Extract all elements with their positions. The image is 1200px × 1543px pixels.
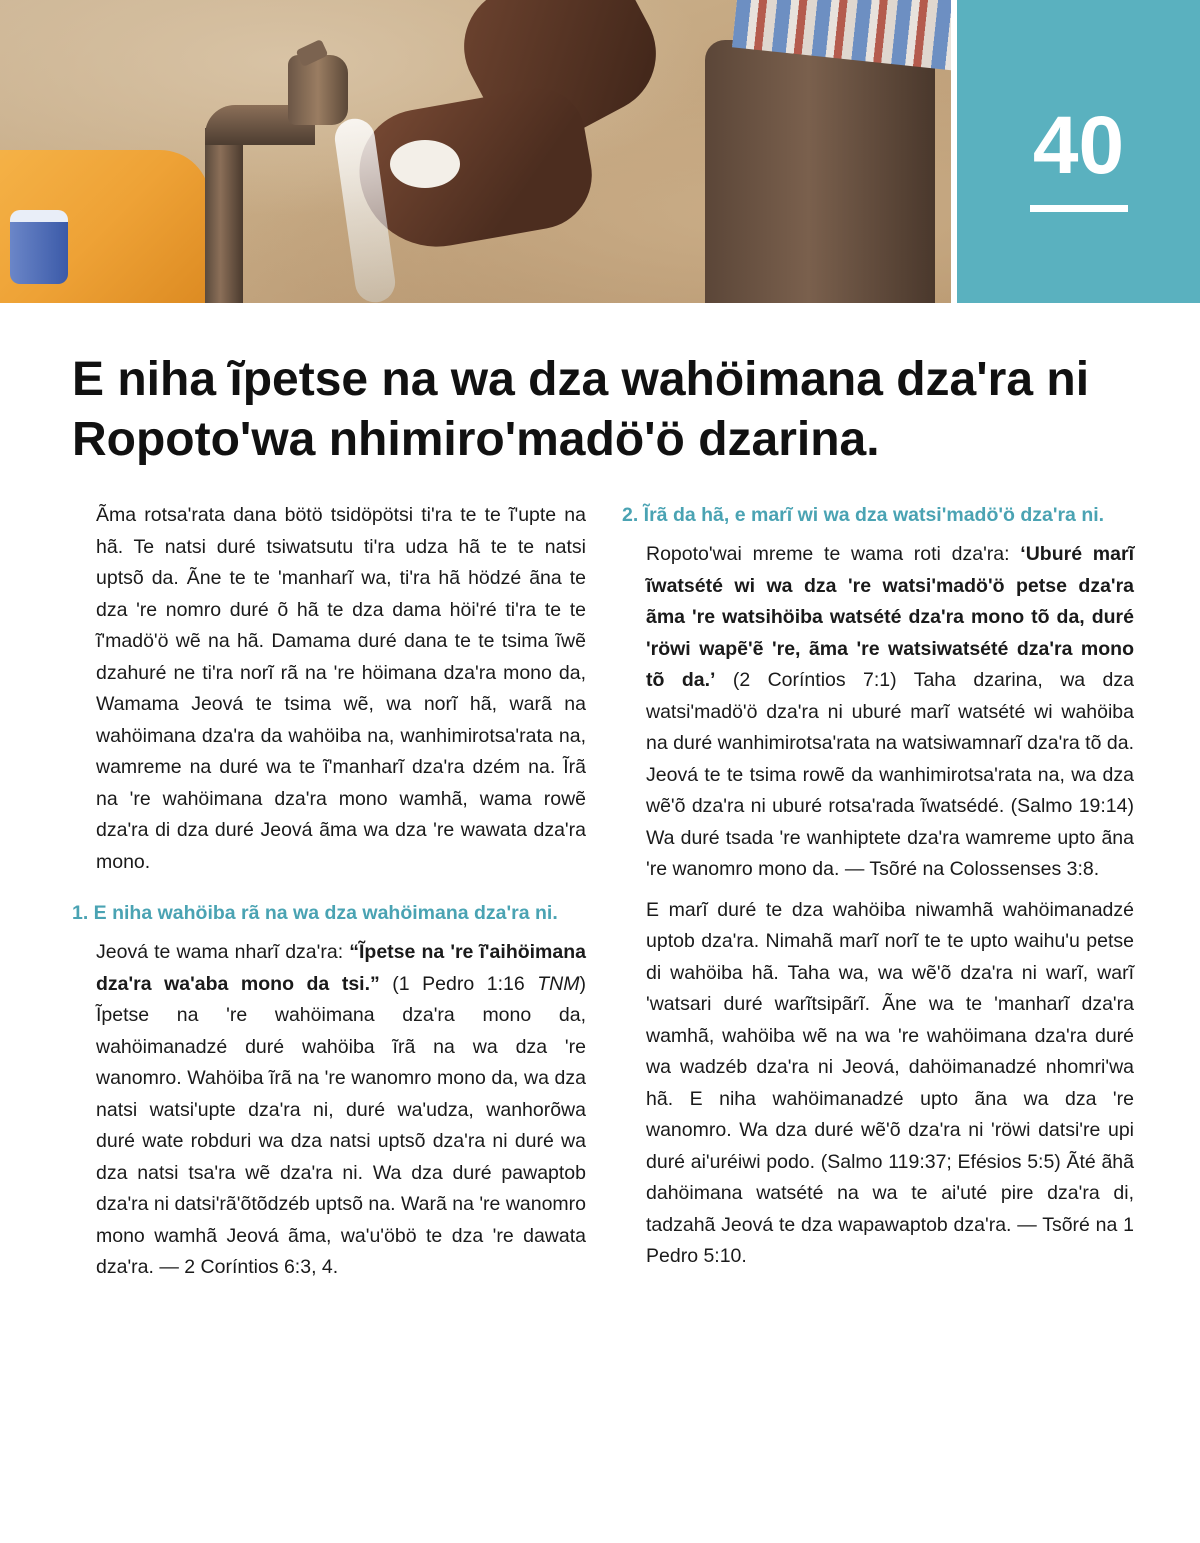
right-column — [622, 500, 1134, 1282]
lesson-number: 40 — [1032, 100, 1125, 191]
lesson-number-underline — [1030, 205, 1128, 212]
section-1-paragraph — [96, 937, 586, 1284]
header-photo-hand-washing — [0, 0, 951, 303]
section-1-text-body: ) Ĩpetse na 're wahöimana dza'ra mono da, wahöimanadzé duré wahöiba ĩrã na wa dza 're wanomro. Wahöiba ĩrã na 're wanomro mono da, wa dza natsi watsi'upte dza'ra ni, duré wa'udza, wanhorõwa duré wate robduri wa dza natsi uptsõ dza'ra ni duré wa dza natsi tsa'ra wẽ dza'ra ni. Wa dza duré pawaptob dza'ra ni datsi'rã'õtõdzéb uptsõ na. Warã na 're wanomro mono wamhã Jeová ãma, wa'u'öbö te dza 're dawata dza'ra. — 2 Coríntios 6:3, 4. — [96, 972, 587, 1278]
left-column — [72, 500, 587, 1293]
soap-bar-shape — [390, 140, 460, 188]
section-1-reference: (1 Pedro 1:16 — [379, 972, 538, 995]
water-pipe-shape — [205, 128, 243, 303]
section-1-quote: “Ĩpetse na 're ĩ'aihöimana dza'ra wa'aba mono da tsi.” — [96, 941, 586, 995]
section-2-paragraph-1 — [646, 539, 1134, 886]
section-1-translation-abbrev: TNM — [537, 972, 580, 995]
section-1-heading: 1. E niha wahöiba rã na wa dza wahöimana dza'ra ni. — [72, 902, 558, 924]
water-tap-icon — [288, 55, 348, 125]
section-2-text-body: (2 Coríntios 7:1) Taha dzarina, wa dza watsi'madö'ö dza'ra ni uburé marĩ watsété wi wahöiba na duré wanhimirotsa'rata na watsiwamnarĩ dza'ra tõ da. Jeová te te tsima rowẽ da wanhimirotsa'rata na, wa dza wẽ'õ dza'ra ni uburé rotsa'rada ĩwatsédé. (Salmo 19:14) Wa duré tsada 're wanhiptete dza'ra wamreme upto ãna 're wanomro mono da. — Tsõré na Colossenses 3:8. — [646, 669, 1134, 880]
section-1-text-lead: Jeová te wama nharĩ dza'ra: — [96, 941, 350, 963]
section-2-paragraph-2: E marĩ duré te dza wahöiba niwamhã wahöimanadzé uptob dza'ra. Nimahã marĩ norĩ te te upto waihu'u petse di wahöiba hã. Taha wa, wa wẽ'õ dza'ra ni warĩ, warĩ 'watsari duré warĩtsipãrĩ. Ãne wa te 'manharĩ dza'ra wamhã, wahöiba wẽ na wa 're wahöimana dza'ra duré wa wadzéb dza'ra ni Jeová, dahöimanadzé nhomri'wa hã. E niha wahöimanadzé upto ãna wa dza 're wanomro. Wa dza duré wẽ'õ dza'ra ni 'röwi datsi're upi duré ai'uréiwi podo. (Salmo 119:37; Efésios 5:5) Ãté ãhã dahöimana watsété na wa te ai'uté pire dza'ra di, tadzahã Jeová te dza wapawaptob dza'ra. — Tsõré na 1 Pedro 5:10. — [646, 898, 1134, 1267]
jerrycan-cap-shape — [10, 210, 68, 284]
section-2-text-lead: Ropoto'wai mreme te wama roti dza'ra: — [646, 543, 1021, 565]
page-title: E niha ĩpetse na wa dza wahöimana dza'ra ni Ropoto'wa nhimiro'madö'ö dzarina. — [72, 353, 1090, 466]
section-2-heading: 2. Ĩrã da hã, e marĩ wi wa dza watsi'madö'ö dza'ra ni. — [622, 504, 1105, 526]
lesson-number-box — [957, 0, 1200, 303]
intro-paragraph: Ãma rotsa'rata dana bötö tsidöpötsi ti'ra te te ĩ'upte na hã. Te natsi duré tsiwatsutu ti'ra udza hã te te natsi uptsõ da. Ãne te te 'manharĩ wa, ti'ra hã hödzé ãna te dza 're nomro duré õ hã te dza dama höi'ré ti'ra te te ĩ'madö'ö wẽ na hã. Damama duré dana te te tsima ĩwẽ dzahuré ne ti'ra norĩ rã na 're höimana dza'ra mono da, Wamama Jeová te tsima wẽ, wa norĩ hã, warã na wahöimana dza'ra da wahöiba na, wanhimirotsa'rata na, wamreme na duré wa te ĩ'manharĩ dza'ra dzém na. Ĩrã na 're wahöimana dza'ra mono wamhã, wama rowẽ dza'ra di dza duré Jeová ãma wa dza 're wawata dza'ra mono. — [96, 504, 586, 873]
section-2-quote: ‘Uburé marĩ ĩwatsété wi wa dza 're watsi'madö'ö petse dza'ra ãma 're watsihöiba watsété dza'ra mono tõ da, duré 'röwi wapẽ'ẽ 're, ãma 're watsiwatsété dza'ra mono tõ da.’ — [646, 543, 1134, 691]
trousers-shape — [705, 40, 935, 303]
